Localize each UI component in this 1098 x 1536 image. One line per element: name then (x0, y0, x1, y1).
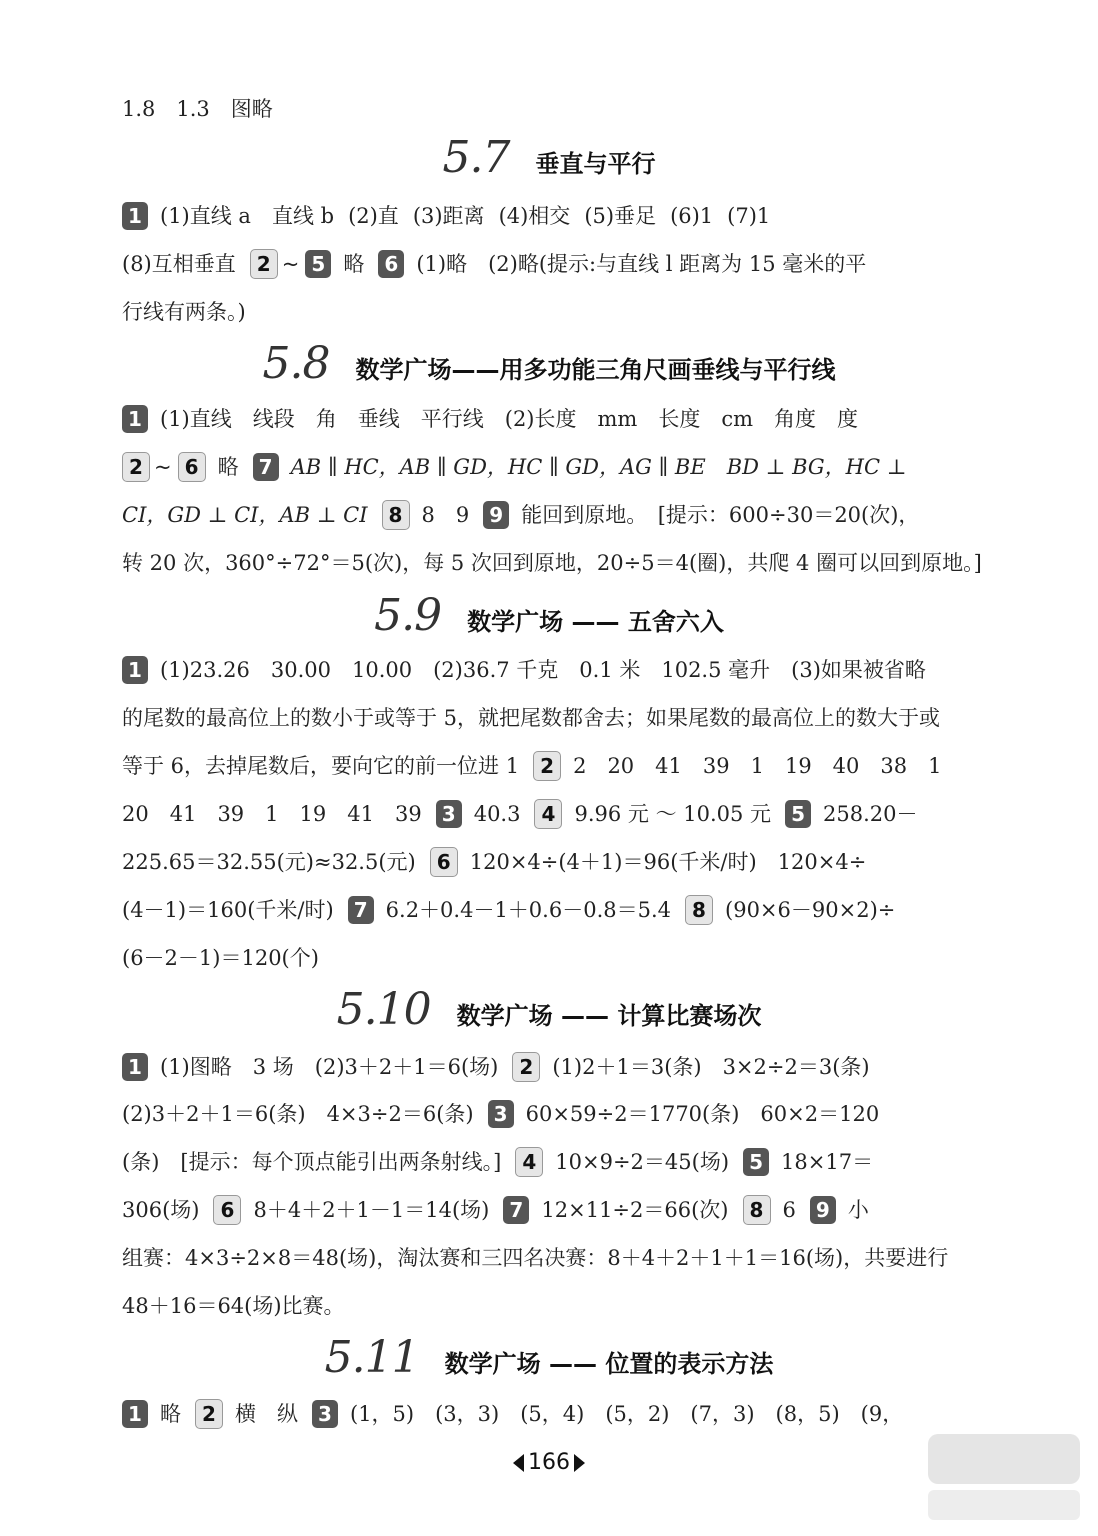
answer-text: 20 41 39 1 19 41 39 (122, 802, 422, 826)
s59-line-4 (122, 799, 1002, 829)
answer-text: (8)互相垂直 (122, 252, 236, 276)
question-badge-9: 9 (810, 1196, 836, 1224)
top-line (122, 94, 1002, 124)
answer-text: 2 20 41 39 1 19 40 38 1 (573, 754, 942, 778)
answer-text: (1，5) (3，3) (5，4) (5，2) (7，3) (8，5) (9， (350, 1402, 904, 1426)
section-heading-5-7 (0, 132, 1098, 183)
question-badge-6: 6 (378, 250, 404, 278)
left-arrow-icon (513, 1454, 524, 1472)
section-title: 垂直与平行 (535, 150, 656, 178)
s58-line-2 (122, 452, 1002, 482)
answer-text: 10×9÷2＝45(场) (555, 1150, 730, 1174)
question-badge-3: 3 (312, 1400, 338, 1428)
question-badge-3: 3 (436, 800, 462, 828)
answer-text: (1)23.26 30.00 10.00 (2)36.7 千克 0.1 米 102.5 毫升 (3)如果被省略 (160, 658, 926, 682)
answer-text: 行线有两条。) (122, 300, 246, 324)
question-badge-2: 2 (533, 751, 561, 781)
answer-text: (5)垂足 (584, 204, 657, 228)
question-badge-5: 5 (743, 1148, 769, 1176)
answer-text: (1)图略 3 场 (2)3＋2＋1＝6(场) (160, 1055, 499, 1079)
answer-text: 6.2＋0.4－1＋0.6－0.8＝5.4 (385, 898, 672, 922)
page-number-text: 166 (528, 1450, 570, 1475)
answer-text: 48＋16＝64(场)比赛。 (122, 1294, 345, 1318)
answer-text: (6)1 (670, 204, 714, 228)
question-badge-1: 1 (122, 656, 148, 684)
answer-text: 60×59÷2＝1770(条) 60×2＝120 (525, 1102, 880, 1126)
question-badge-6: 6 (430, 847, 458, 877)
question-badge-1: 1 (122, 1400, 148, 1428)
question-badge-2: 2 (250, 249, 278, 279)
section-heading-5-9 (0, 590, 1098, 641)
answer-text: (2)直 (348, 204, 399, 228)
answer-text: 组赛：4×3÷2×8＝48(场)，淘汰赛和三四名决赛：8＋4＋2＋1＋1＝16(场)，共要进行 (122, 1246, 949, 1270)
question-badge-7: 7 (348, 896, 374, 924)
section-heading-5-11 (0, 1332, 1098, 1383)
answer-text: 转 20 次，360°÷72°＝5(次)，每 5 次回到原地，20÷5＝4(圈)，共爬 4 圈可以回到原地。] (122, 551, 982, 575)
answer-text: (1)直线 a 直线 b (160, 204, 335, 228)
answer-text: (6－2－1)＝120(个) (122, 946, 319, 970)
answer-text: (1)2＋1＝3(条) 3×2÷2＝3(条) (552, 1055, 870, 1079)
question-badge-3: 3 (488, 1100, 514, 1128)
s57-line-1 (122, 201, 1002, 231)
answer-text: 306(场) (122, 1198, 200, 1222)
section-number: 5.11 (324, 1332, 419, 1383)
s58-line-1 (122, 404, 1002, 434)
answer-text: (4)相交 (498, 204, 571, 228)
answer-text: 225.65＝32.55(元)≈32.5(元) (122, 850, 416, 874)
question-badge-2: 2 (122, 452, 150, 482)
answer-text: 8 9 (421, 503, 470, 527)
watermark-logo-icon (924, 1426, 1084, 1526)
question-badge-2: 2 (195, 1399, 223, 1429)
s59-line-2 (122, 703, 1002, 733)
question-badge-8: 8 (382, 500, 410, 530)
s510-line-3 (122, 1147, 1002, 1177)
question-badge-1: 1 (122, 1053, 148, 1081)
section-heading-5-10 (0, 984, 1098, 1035)
question-badge-4: 4 (534, 799, 562, 829)
section-title: 数学广场 —— 计算比赛场次 (456, 1002, 762, 1030)
range-tilde: ~ (281, 252, 300, 276)
answer-text: (3)距离 (412, 204, 485, 228)
section-title: 数学广场 —— 五舍六入 (467, 608, 724, 636)
question-badge-1: 1 (122, 405, 148, 433)
top-line-text: 1.8 1.3 图略 (122, 97, 273, 121)
answer-text: 等于 6，去掉尾数后，要向它的前一位进 1 (122, 754, 520, 778)
question-badge-5: 5 (785, 800, 811, 828)
answer-text: 略 (160, 1402, 181, 1426)
answer-text: (条) [提示：每个顶点能引出两条射线。] (122, 1150, 502, 1174)
answer-text: (2)3＋2＋1＝6(条) 4×3÷2＝6(条) (122, 1102, 474, 1126)
question-badge-2: 2 (512, 1052, 540, 1082)
section-number: 5.10 (336, 984, 431, 1035)
answer-text: 6 (782, 1198, 796, 1222)
s59-line-3 (122, 751, 1002, 781)
section-title: 数学广场——用多功能三角尺画垂线与平行线 (355, 356, 836, 384)
question-badge-7: 7 (253, 453, 279, 481)
answer-text: 横 纵 (235, 1402, 298, 1426)
s510-line-6 (122, 1291, 1002, 1321)
answer-text: (1)略 (2)略(提示:与直线 l 距离为 15 毫米的平 (416, 252, 867, 276)
answer-text: 能回到原地。 [提示：600÷30＝20(次)， (521, 503, 920, 527)
question-badge-7: 7 (503, 1196, 529, 1224)
s57-line-2 (122, 249, 1002, 279)
answer-text: 略 (217, 455, 239, 479)
question-badge-6: 6 (178, 452, 206, 482)
s59-line-1 (122, 655, 1002, 685)
question-badge-6: 6 (213, 1195, 241, 1225)
question-badge-5: 5 (305, 250, 331, 278)
s58-line-3 (122, 500, 1002, 530)
section-heading-5-8 (0, 338, 1098, 389)
s510-line-2 (122, 1099, 1002, 1129)
answer-text: 9.96 元 ～ 10.05 元 (574, 802, 772, 826)
answer-text: 120×4÷(4＋1)＝96(千米/时) 120×4÷ (469, 850, 867, 874)
answer-text: 的尾数的最高位上的数小于或等于 5，就把尾数都舍去；如果尾数的最高位上的数大于或 (122, 706, 941, 730)
answer-text: 18×17＝ (781, 1150, 874, 1174)
section-title: 数学广场 —— 位置的表示方法 (444, 1350, 774, 1378)
answer-text: (4－1)＝160(千米/时) (122, 898, 334, 922)
answer-text: (90×6－90×2)÷ (725, 898, 896, 922)
answer-text: (7)1 (727, 204, 771, 228)
answer-text: 8＋4＋2＋1－1＝14(场) (253, 1198, 490, 1222)
answer-text: 258.20－ (823, 802, 918, 826)
section-number: 5.8 (262, 338, 330, 389)
answer-text: 12×11÷2＝66(次) (541, 1198, 729, 1222)
answer-text: AB ∥ HC，AB ∥ GD，HC ∥ GD，AG ∥ BE BD ⊥ BG，HC ⊥ (290, 455, 907, 479)
range-tilde: ~ (154, 455, 172, 479)
s511-line-1 (122, 1399, 1002, 1429)
s510-line-4 (122, 1195, 1002, 1225)
question-badge-9: 9 (483, 501, 509, 529)
s59-line-6 (122, 895, 1002, 925)
section-number: 5.7 (442, 132, 510, 183)
answer-text: CI，GD ⊥ CI，AB ⊥ CI (122, 503, 368, 527)
answer-text: 小 (847, 1198, 869, 1222)
question-badge-8: 8 (685, 895, 713, 925)
s57-line-3 (122, 297, 1002, 327)
answer-text: (1)直线 线段 角 垂线 平行线 (2)长度 mm 长度 cm 角度 度 (160, 407, 858, 431)
question-badge-4: 4 (515, 1147, 543, 1177)
answer-text: 40.3 (473, 802, 521, 826)
s59-line-5 (122, 847, 1002, 877)
question-badge-1: 1 (122, 202, 148, 230)
s510-line-5 (122, 1243, 1002, 1273)
s59-line-7 (122, 943, 1002, 973)
s58-line-4 (122, 548, 1002, 578)
section-number: 5.9 (374, 590, 442, 641)
answer-text: 略 (343, 252, 365, 276)
question-badge-8: 8 (743, 1195, 771, 1225)
s510-line-1 (122, 1052, 1002, 1082)
right-arrow-icon (574, 1454, 585, 1472)
